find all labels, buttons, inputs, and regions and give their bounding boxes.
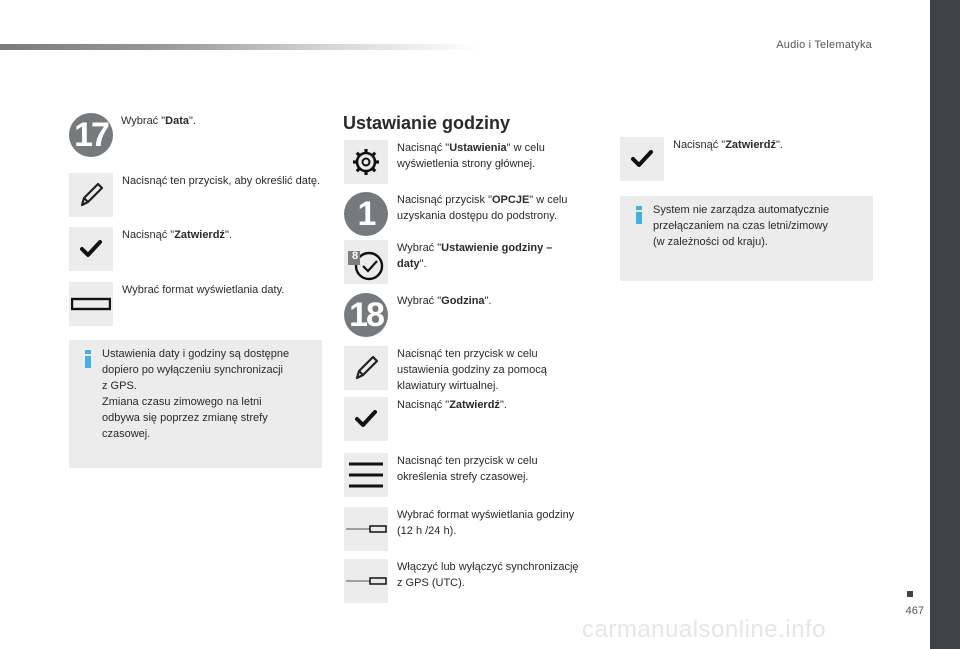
- pencil-icon: [344, 346, 388, 390]
- mid-step-settings: [344, 140, 545, 184]
- step-text: Nacisnąć "Zatwierdź".: [397, 399, 507, 411]
- step-text: Nacisnąć przycisk "OPCJE" w celu uzyskania dostępu do podstrony.: [397, 194, 568, 222]
- step-text: Wybrać format wyświetlania daty.: [122, 284, 285, 296]
- toggle-icon: [344, 507, 388, 551]
- mid-step-hour-format: [344, 507, 574, 551]
- check-icon: [69, 227, 113, 271]
- step-text: Nacisnąć ten przycisk w celu ustawienia godziny za pomocą klawiatury wirtualnej.: [397, 348, 547, 392]
- info-icon: [636, 206, 642, 224]
- section-title: Audio i Telematyka: [776, 39, 872, 51]
- pencil-icon: [69, 173, 113, 217]
- step-text: Nacisnąć "Ustawienia" w celu wyświetlenia strony głównej.: [397, 142, 545, 170]
- step-text: Nacisnąć "Zatwierdź".: [673, 139, 783, 151]
- info-icon: [85, 350, 91, 368]
- left-step-pencil: [69, 173, 322, 217]
- step-text: Nacisnąć ten przycisk, aby określić datę.: [122, 175, 321, 187]
- list-menu-icon: [344, 453, 388, 497]
- mid-step-confirm: [344, 397, 507, 441]
- step-text: Włączyć lub wyłączyć synchronizację z GPS (UTC).: [397, 561, 579, 589]
- step-text: Nacisnąć "Zatwierdź".: [122, 229, 232, 241]
- page-marker: [907, 591, 913, 597]
- info-text: System nie zarządza automatycznie przełączaniem na czas letni/zimowy (w zależności od kraju).: [653, 204, 830, 248]
- mid-step-pencil: [344, 346, 547, 394]
- right-step-confirm: [620, 137, 783, 181]
- side-tab-bar: [930, 0, 960, 649]
- page-number: 467: [905, 605, 924, 617]
- step-text: Wybrać "Godzina".: [397, 295, 492, 307]
- watermark: carmanualsonline.info: [582, 616, 826, 643]
- toggle-icon: [69, 282, 113, 326]
- step-text: Nacisnąć ten przycisk w celu określenia strefy czasowej.: [397, 455, 538, 483]
- clock-icon: [344, 240, 388, 284]
- step-text: Wybrać "Ustawienie godziny – daty".: [397, 242, 553, 270]
- mid-step-options: [344, 192, 567, 236]
- check-icon: [620, 137, 664, 181]
- mid-step-hour: [344, 293, 492, 337]
- header-gradient-bar: [0, 44, 480, 50]
- left-step-data: [69, 113, 196, 157]
- step-text: Wybrać format wyświetlania godziny (12 h /24 h).: [397, 509, 575, 537]
- check-icon: [344, 397, 388, 441]
- section-heading: Ustawianie godziny: [343, 113, 511, 133]
- mid-step-timezone: [344, 453, 538, 497]
- right-info-box: [620, 196, 873, 281]
- left-step-format: [69, 282, 284, 326]
- mid-step-time-date: [344, 240, 552, 284]
- toggle-icon: [344, 559, 388, 603]
- step-badge: 18: [344, 293, 388, 337]
- settings-gear-icon: [344, 140, 388, 184]
- left-info-box: [69, 340, 322, 468]
- clock-icon-badge: 8: [352, 250, 359, 262]
- left-step-confirm: [69, 227, 232, 271]
- info-text: Ustawienia daty i godziny są dostępne dopiero po wyłączeniu synchronizacji z GPS. Zmiana czasu zimowego na letni odbywa się poprzez zmianę strefy czasowej.: [102, 348, 290, 440]
- step-badge: 1: [344, 192, 388, 236]
- step-badge: 17: [69, 113, 113, 157]
- mid-step-gps-sync: [344, 559, 579, 603]
- step-text: Wybrać "Data".: [121, 115, 196, 127]
